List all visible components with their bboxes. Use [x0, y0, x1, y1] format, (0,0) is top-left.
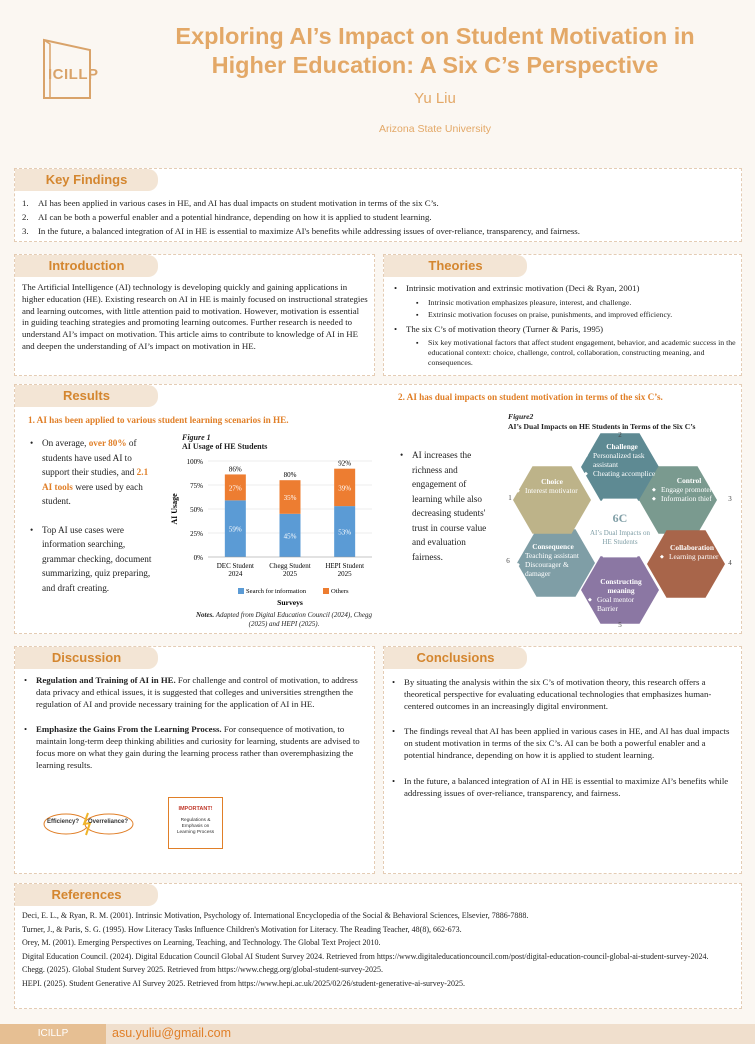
list-item: ◆ Barrier — [588, 604, 618, 613]
important-box — [168, 797, 223, 849]
introduction-heading: Introduction — [15, 255, 158, 277]
list-item: ◆ Interest motivator — [516, 486, 578, 495]
list-item: ◆ Engage promoter — [652, 485, 713, 494]
collaboration-number: 4 — [728, 559, 732, 567]
y-tick-label: 0% — [193, 554, 203, 562]
important-body: Regulations & Emphasis on Learning Process — [176, 818, 215, 835]
bar-total-label: 86% — [228, 465, 242, 474]
key-findings-list — [22, 196, 742, 238]
bar-value-label: 45% — [283, 532, 297, 541]
list-item: • In the future, a balanced integration of AI in HE is essential to maximize AI’s benefits while addressing issues of over-reliance, transparency, and fairness. — [390, 776, 736, 800]
challenge-title: Challenge — [606, 442, 638, 451]
y-tick-label: 50% — [190, 506, 203, 514]
bullet-icon: ◆ — [588, 607, 592, 612]
list-item: • Top AI use cases were information searching, grammar checking, document summarizing, quiz preparing, and draft creating. — [28, 523, 160, 596]
x-tick-label: HEPI Student — [325, 562, 365, 570]
x-tick-label: DEC Student — [216, 562, 254, 570]
list-item: ◆ Teaching assistant — [516, 551, 579, 560]
list-item: 2. AI can be both a powerful enabler and a potential hindrance, depending on how it is applied to student learning. — [22, 212, 432, 222]
list-item: • Regulation and Training of AI in HE. For challenge and control of motivation, to address data privacy and ethical issues, it is suggested that colleges and universities strengthen the regulation of AI and provide necessary training for the application of AI in HE. — [22, 675, 366, 710]
challenge-label — [584, 442, 660, 478]
collaboration-title: Collaboration — [670, 543, 714, 552]
callout-efficiency: Efficiency? — [47, 819, 80, 825]
y-tick-label: 25% — [190, 530, 203, 538]
poster-title — [150, 22, 720, 80]
x-tick-label: Chegg Student — [269, 562, 311, 570]
y-axis-label: AI Usage — [170, 493, 179, 525]
center-subtitle-1: AI’s Dual Impacts on — [589, 529, 651, 537]
references-heading: References — [15, 884, 158, 906]
list-item: Chegg. (2025). Global Student Survey 2025. Retrieved from https://www.chegg.org/global-student-survey-2025. — [22, 965, 384, 974]
list-item: • The six C’s of motivation theory (Turner & Paris, 1995) — [392, 324, 736, 336]
constructing-title: Constructing meaning — [600, 577, 642, 595]
bar-value-label: 39% — [338, 484, 352, 493]
title-line-1: Exploring AI’s Impact on Student Motivation in — [175, 23, 695, 49]
references-list — [22, 910, 732, 991]
bullet-icon: ◆ — [584, 472, 588, 477]
figure2-title: AI’s Dual Impacts on HE Students in Terms of the Six C’s — [508, 422, 696, 431]
list-item: • AI increases the richness and engagement of learning while also decreasing students' trust in course value and evaluation fairness. — [398, 448, 498, 564]
collaboration-label — [660, 543, 724, 561]
list-item: Digital Education Council. (2024). Digital Education Council Global AI Student Survey 2024. Retrieved from https://www.digitaleducationcouncil.com/post/digital-education-council-global-ai-student-survey-2024. — [22, 951, 709, 961]
key-findings-heading: Key Findings — [15, 169, 158, 191]
footer-org: ICILLP — [0, 1024, 106, 1044]
list-item: ▪ Intrinsic motivation emphasizes pleasure, interest, and challenge. — [414, 298, 736, 308]
list-item: ◆ Cheating accomplice — [584, 469, 656, 478]
center-title: 6C — [612, 511, 628, 525]
x-axis-label: Surveys — [277, 598, 303, 607]
list-item: Turner, J., & Paris, S. G. (1995). How Literacy Tasks Influence Children's Motivation for Literacy. The Reading Teacher, 48(8), 662-673. — [22, 924, 462, 934]
control-number: 3 — [728, 495, 732, 503]
bar-value-label: 27% — [228, 484, 242, 493]
list-item: • Emphasize the Gains From the Learning Process. For consequence of motivation, to maintain long-term deep thinking abilities and curiosity for learning, students are advised to focus more on what they gain during the learning process rather than overemphasizing the learning results. — [22, 724, 366, 771]
bar-total-label: 80% — [283, 471, 297, 480]
x-tick-label: 2025 — [337, 570, 352, 578]
author-name: Yu Liu — [414, 90, 456, 107]
results-heading: Results — [15, 385, 158, 407]
x-tick-label: 2025 — [283, 570, 297, 578]
list-item: • Intrinsic motivation and extrinsic motivation (Deci & Ryan, 2001) — [392, 283, 736, 295]
list-item: ▪ Six key motivational factors that affect student engagement, behavior, and academic success in the educational context: choice, challenge, control, collaboration, constructing meaning, and consequences. — [414, 338, 736, 368]
legend-swatch-search — [238, 588, 244, 594]
callout-overreliance: Overreliance? — [88, 819, 129, 825]
ai-usage-bar-chart — [160, 450, 385, 610]
important-title: IMPORTANT! — [178, 806, 213, 812]
constructing-number: 5 — [618, 621, 622, 628]
legend-label-others: Others — [331, 588, 349, 595]
consequence-number: 6 — [506, 557, 510, 565]
figure1-label: Figure 1 — [182, 433, 211, 442]
footer-email[interactable]: asu.yuliu@gmail.com — [112, 1026, 231, 1040]
choice-number: 1 — [508, 494, 512, 502]
legend-label-search: Search for information — [246, 588, 307, 595]
discussion-heading: Discussion — [15, 647, 158, 669]
bar-value-label: 35% — [283, 494, 297, 502]
consequence-title: Consequence — [532, 542, 574, 551]
list-item: ◆ Goal mentor — [588, 595, 635, 604]
list-item: 3. In the future, a balanced integration of AI in HE is essential to maximize AI's benefits while addressing issues of over-reliance, transparency, and fairness. — [22, 226, 580, 236]
list-item: Orey, M. (2001). Emerging Perspectives on Learning, Teaching, and Technology. The Global Text Project 2010. — [22, 938, 381, 947]
bullet-icon: ◆ — [516, 563, 520, 568]
conclusions-heading: Conclusions — [384, 647, 527, 669]
y-tick-label: 100% — [186, 458, 203, 466]
list-item: ◆ Discourager & damager — [516, 560, 569, 578]
list-item: • The findings reveal that AI has been applied in various cases in HE, and AI has dual impacts on student motivation in terms of the six C’s. AI can be both a powerful enabler and a potential hindrance, depending on how it is applied to student learning. — [390, 726, 736, 761]
poster-footer — [0, 1024, 755, 1044]
theories-heading: Theories — [384, 255, 527, 277]
bullet-icon: ◆ — [652, 497, 656, 502]
introduction-body: The Artificial Intelligence (AI) technology is developing quickly and gaining applications in higher education (HE). Existing research on AI in HE is mainly focused on instructional strategies and learning outcomes, with little attention paid to motivation. However, motivation is essential in guiding teaching strategies and promoting learning outcomes. Further research is needed to understand AI’s impact on motivation. This article aims to contribute to knowledge of AI in HE and deepen the understanding of AI’s impact on motivation in HE. — [22, 282, 368, 351]
theories-list — [392, 283, 736, 368]
list-item: • By situating the analysis within the six C’s of motivation theory, this research offers a theoretical perspective for evaluating educational technologies that emphasizes human-centered outcomes in an increasingly digital environment. — [390, 677, 736, 712]
list-item: • On average, over 80% of students have used AI to support their studies, and 2.1 AI tools were used by each student. — [28, 436, 160, 509]
y-tick-label: 75% — [190, 482, 203, 490]
logo-text: ICILLP — [48, 66, 99, 83]
discussion-list — [22, 675, 366, 772]
list-item: Deci, E. L., & Ryan, R. M. (2001). Intrinsic Motivation, Psychology of. International Encyclopedia of the Social & Behavioral Sciences, Elsevier, 7886-7888. — [22, 911, 529, 920]
affiliation: Arizona State University — [378, 123, 492, 135]
challenge-number: 2 — [618, 432, 622, 439]
constructing-label — [588, 577, 654, 613]
bar-value-label: 53% — [338, 528, 352, 537]
list-item: ◆ Information thief — [652, 494, 712, 503]
consequence-label — [516, 542, 590, 578]
results-bullets-left — [28, 436, 160, 595]
control-title: Control — [676, 476, 702, 485]
title-line-2: Higher Education: A Six C’s Perspective — [211, 52, 659, 78]
bullet-icon: ◆ — [516, 489, 520, 494]
efficiency-overreliance-callout — [42, 811, 132, 837]
center-subtitle-2: HE Students — [602, 538, 638, 546]
list-item: ▪ Extrinsic motivation focuses on praise, punishments, and improved efficiency. — [414, 310, 736, 320]
list-item: HEPI. (2025). Student Generative AI Survey 2025. Retrieved from https://www.hepi.ac.uk/2025/02/26/student-generative-ai-survey-2025. — [22, 978, 465, 988]
collaboration-hexagon — [647, 530, 725, 598]
icillp-logo — [40, 36, 106, 102]
bullet-icon: ◆ — [588, 598, 592, 603]
bullet-icon: ◆ — [652, 488, 656, 493]
bar-value-label: 59% — [228, 525, 242, 534]
results-bullet-middle — [398, 448, 498, 564]
poster-header — [0, 0, 755, 160]
choice-label — [516, 477, 588, 495]
bullet-icon: ◆ — [516, 554, 520, 559]
results-subheading-1: 1. AI has been applied to various student learning scenarios in HE. — [28, 415, 289, 425]
figure1-note: Notes. Adapted from Digital Education Council (2024), Chegg (2025) and HEPI (2025). — [196, 611, 372, 628]
list-item: ◆ Personalized task assistant — [584, 451, 645, 469]
legend-swatch-others — [323, 588, 329, 594]
conclusions-list — [390, 677, 736, 799]
list-item: ◆ Learning partner — [660, 552, 719, 561]
results-subheading-2: 2. AI has dual impacts on student motivation in terms of the six C’s. — [398, 392, 663, 402]
list-item: 1. AI has been applied in various cases in HE, and AI has dual impacts on student motivation in terms of the six C’s. — [22, 198, 439, 208]
figure1-title: AI Usage of HE Students — [182, 442, 268, 451]
figure2-label: Figure2 — [508, 412, 534, 421]
choice-title: Choice — [541, 477, 563, 486]
bullet-icon: ◆ — [584, 454, 588, 459]
x-tick-label: 2024 — [228, 570, 243, 578]
bar-total-label: 92% — [338, 459, 352, 468]
control-label — [652, 476, 726, 503]
bullet-icon: ◆ — [660, 555, 664, 560]
